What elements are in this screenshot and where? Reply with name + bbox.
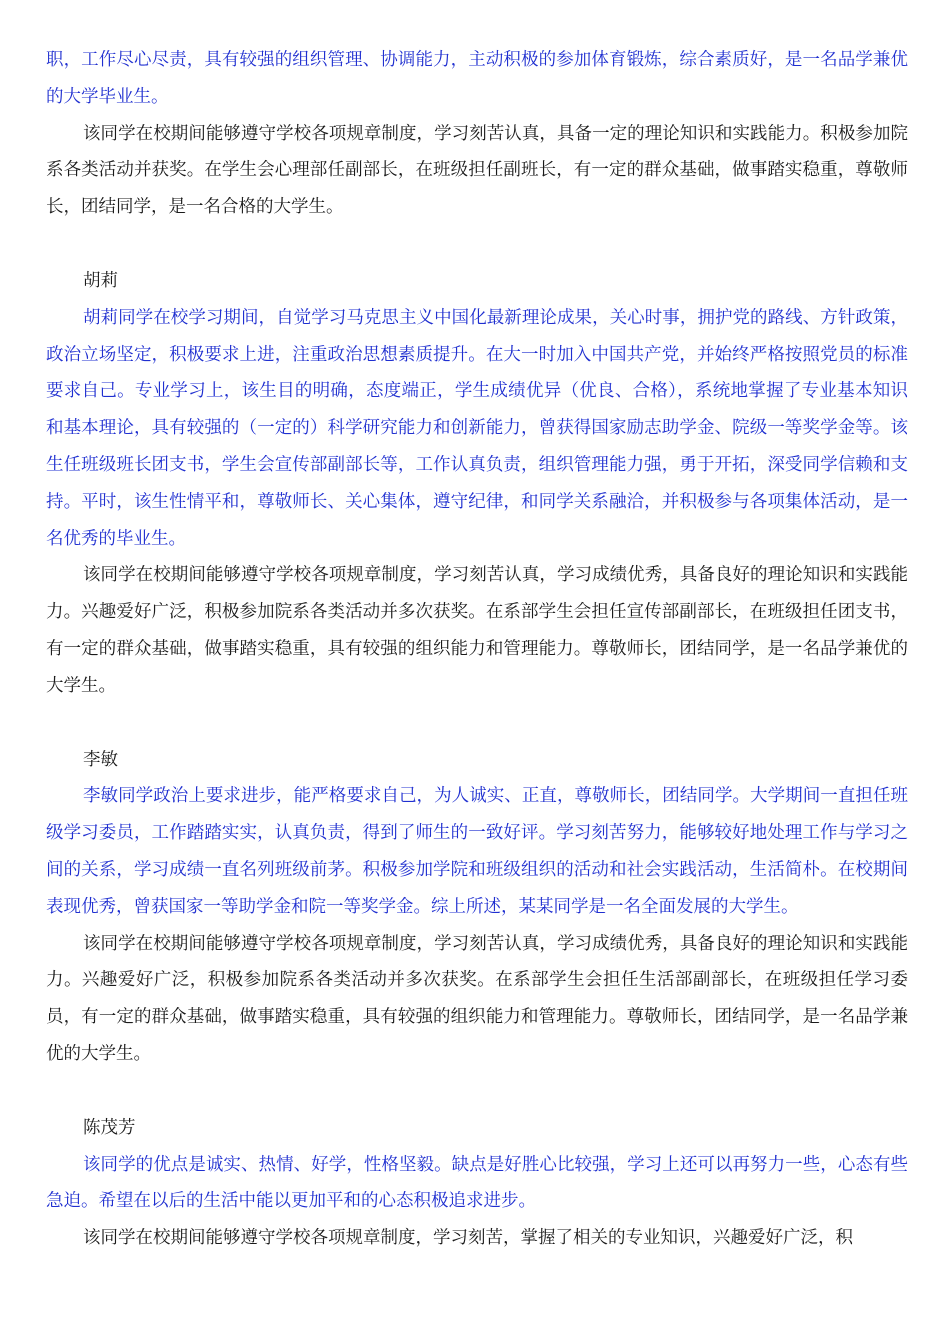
student-evaluation-hu-li: 该同学在校期间能够遵守学校各项规章制度，学习刻苦认真，学习成绩优秀，具备良好的理论知识和实践能力。兴趣爱好广泛，积极参加院系各类活动并多次获奖。在系部学生会担任宣传部副部长，在班级担任团支书，有一定的群众基础，做事踏实稳重，具有较强的组织能力和管理能力。尊敬师长，团结同学，是一名品学兼优的大学生。 [46,565,908,696]
student-comment-hu-li: 胡莉同学在校学习期间，自觉学习马克思主义中国化最新理论成果，关心时事，拥护党的路线、方针政策，政治立场坚定，积极要求上进，注重政治思想素质提升。在大一时加入中国共产党，并始终严格按照党员的标准要求自己。专业学习上，该生目的明确，态度端正，学生成绩优异（优良、合格），系统地掌握了专业基本知识和基本理论，具有较强的（一定的）科学研究能力和创新能力，曾获得国家励志助学金、院级一等奖学金等。该生任班级班长团支书，学生会宣传部副部长等，工作认真负责，组织管理能力强，勇于开拓，深受同学信赖和支持。平时，该生性情平和，尊敬师长、关心集体，遵守纪律，和同学关系融洽，并积极参与各项集体活动，是一名优秀的毕业生。 [46,307,908,549]
student-comment-li-min: 李敏同学政治上要求进步，能严格要求自己，为人诚实、正直，尊敬师长，团结同学。大学期间一直担任班级学习委员，工作踏踏实实，认真负责，得到了师生的一致好评。学习刻苦努力，能够较好地处理工作与学习之间的关系，学习成绩一直名列班级前茅。积极参加学院和班级组织的活动和社会实践活动，生活简朴。在校期间表现优秀，曾获国家一等助学金和院一等奖学金。综上所述，某某同学是一名全面发展的大学生。 [46,786,908,917]
intro-comment-continuation: 职，工作尽心尽责，具有较强的组织管理、协调能力，主动积极的参加体育锻炼，综合素质好，是一名品学兼优的大学毕业生。 [46,50,908,107]
student-name-chen-maofang: 陈茂芳 [83,1117,136,1138]
document-page [46,42,908,1257]
student-evaluation-chen-maofang: 该同学在校期间能够遵守学校各项规章制度，学习刻苦，掌握了相关的专业知识，兴趣爱好广泛，积 [83,1228,853,1249]
student-name-hu-li: 胡莉 [83,270,118,291]
student-comment-chen-maofang: 该同学的优点是诚实、热情、好学，性格坚毅。缺点是好胜心比较强，学习上还可以再努力一些，心态有些急迫。希望在以后的生活中能以更加平和的心态积极追求进步。 [46,1154,908,1212]
student-evaluation-li-min: 该同学在校期间能够遵守学校各项规章制度，学习刻苦认真，学习成绩优秀，具备良好的理论知识和实践能力。兴趣爱好广泛，积极参加院系各类活动并多次获奖。在系部学生会担任生活部副部长，在班级担任学习委员，有一定的群众基础，做事踏实稳重，具有较强的组织能力和管理能力。尊敬师长，团结同学，是一名品学兼优的大学生。 [46,933,908,1064]
intro-evaluation: 该同学在校期间能够遵守学校各项规章制度，学习刻苦认真，具备一定的理论知识和实践能力。积极参加院系各类活动并获奖。在学生会心理部任副部长，在班级担任副班长，有一定的群众基础，做事踏实稳重，尊敬师长，团结同学，是一名合格的大学生。 [46,123,908,218]
student-name-li-min: 李敏 [83,749,118,770]
